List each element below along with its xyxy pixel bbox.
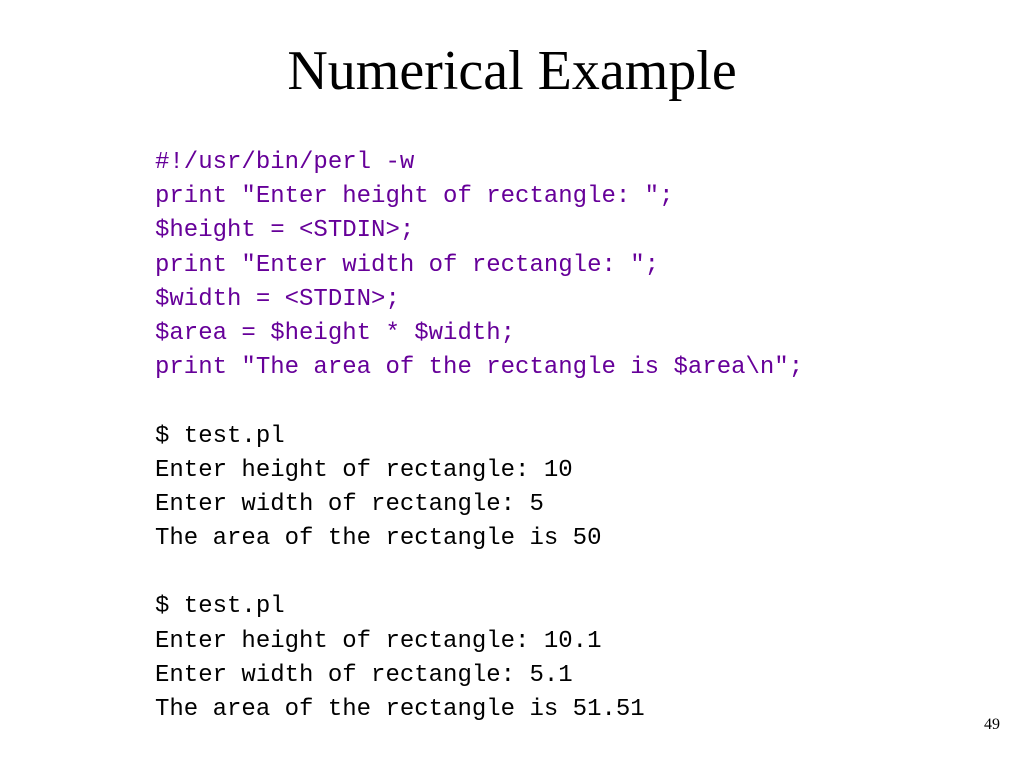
code-line: #!/usr/bin/perl -w [155,149,415,176]
code-line: $area = $height * $width; [155,319,516,347]
terminal-output-line: The area of the rectangle is 51.51 [155,696,645,723]
terminal-command: $ test.pl [155,593,285,621]
terminal-output-line: Enter width of rectangle: 5 [155,490,544,518]
terminal-output-line: Enter height of rectangle: 10.1 [155,627,602,655]
code-line: $width = <STDIN>; [155,285,400,313]
blank-line [155,385,803,419]
code-block [155,146,803,727]
terminal-output-line: Enter height of rectangle: 10 [155,456,573,484]
slide-title: Numerical Example [287,40,737,102]
code-line: $height = <STDIN>; [155,217,415,245]
code-line: print "The area of the rectangle is $area\n"; [155,354,804,382]
terminal-output-line: The area of the rectangle is 50 [155,525,602,553]
code-line: print "Enter width of rectangle: "; [155,251,660,279]
blank-line [155,556,803,590]
terminal-command: $ test.pl [155,422,285,450]
page-number: 49 [984,716,1000,733]
code-line: print "Enter height of rectangle: "; [155,183,674,211]
terminal-output-line: Enter width of rectangle: 5.1 [155,661,573,689]
